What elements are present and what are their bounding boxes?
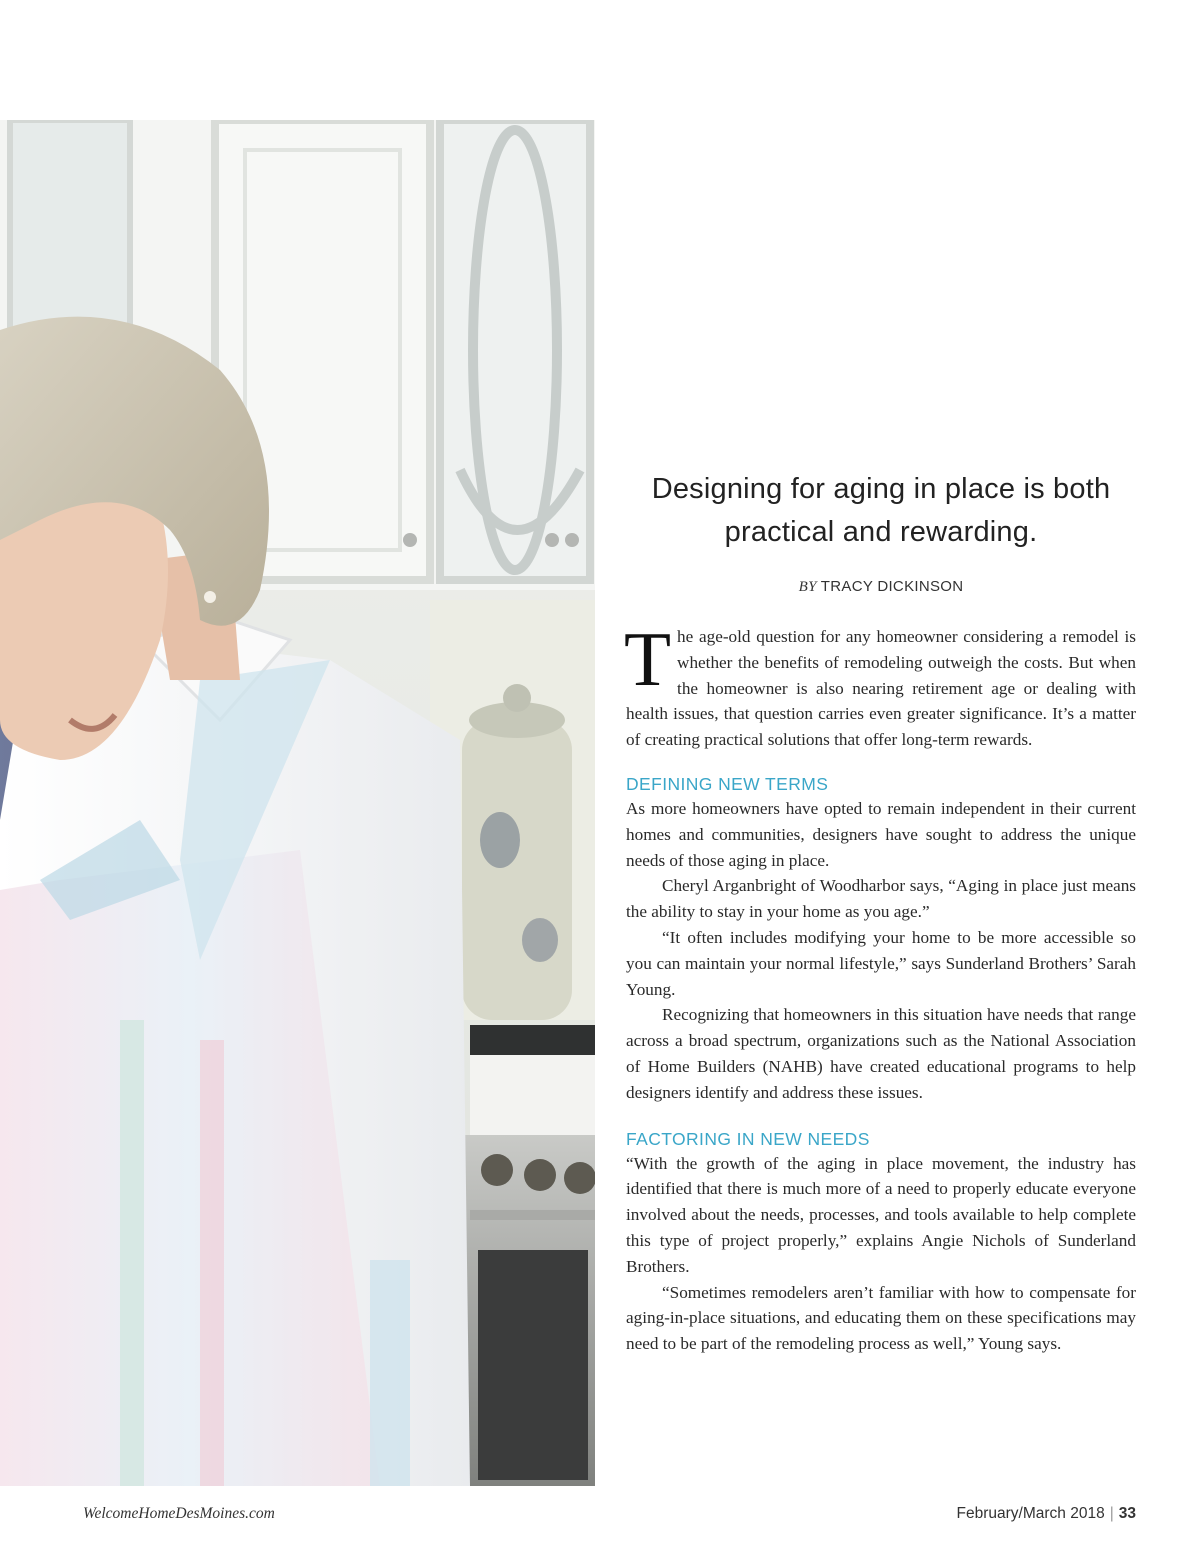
article <box>626 468 1136 1357</box>
article-body <box>624 616 1136 1357</box>
drop-cap: T <box>624 616 672 702</box>
section-heading-defining: DEFINING NEW TERMS <box>626 773 829 794</box>
article-deck <box>622 468 1140 554</box>
section-heading-factoring: FACTORING IN NEW NEEDS <box>626 1128 870 1149</box>
body-paragraph: “With the growth of the aging in place movement, the industry has identified that there is much more of a need to properly educate everyone involved about the needs, processes, and tools available to help complete this type of project properly,” explains Angie Nichols of Sunderland Brothers. <box>626 1153 1136 1276</box>
kitchen-photo-illustration <box>0 120 595 1486</box>
body-paragraph: Cheryl Arganbright of Woodharbor says, “Aging in place just means the ability to stay in your home as you age.” <box>626 876 1136 922</box>
body-paragraph: “It often includes modifying your home to be more accessible so you can maintain your normal lifestyle,” says Sunderland Brothers’ Sarah Young. <box>626 927 1136 999</box>
body-paragraph: Recognizing that homeowners in this situation have needs that range across a broad spectrum, organizations such as the National Association of Home Builders (NAHB) have created educational programs to help designers identify and address these issues. <box>626 1005 1136 1102</box>
byline <box>626 578 1136 596</box>
byline-author: TRACY DICKINSON <box>820 578 964 595</box>
body-paragraph: “Sometimes remodelers aren’t familiar with how to compensate for aging-in-place situations, and educating them on these specifications may need to be part of the remodeling process as well,” Young says. <box>626 1282 1136 1354</box>
intro-text: he age-old question for any homeowner considering a remodel is whether the benefits of remodeling outweigh the costs. But when the homeowner is also nearing retirement age or dealing with health issues, that question carries even greater significance. It’s a matter of creating practical solutions that offer long-term rewards. <box>626 627 1136 750</box>
footer-separator: | <box>1109 1505 1114 1522</box>
deck-line-1: Designing for aging in place is both <box>651 473 1111 505</box>
deck-line-2: practical and rewarding. <box>724 516 1038 548</box>
footer-website: WelcomeHomeDesMoines.com <box>83 1505 275 1522</box>
body-paragraph: As more homeowners have opted to remain independent in their current homes and communities, designers have sought to address the unique needs of those aging in place. <box>626 798 1136 870</box>
footer-folio <box>957 1505 1136 1523</box>
byline-prefix: BY <box>798 579 817 595</box>
page-number: 33 <box>1118 1505 1136 1522</box>
article-photo <box>0 120 595 1486</box>
footer-issue: February/March 2018 <box>956 1505 1105 1522</box>
intro-paragraph <box>624 616 1136 753</box>
